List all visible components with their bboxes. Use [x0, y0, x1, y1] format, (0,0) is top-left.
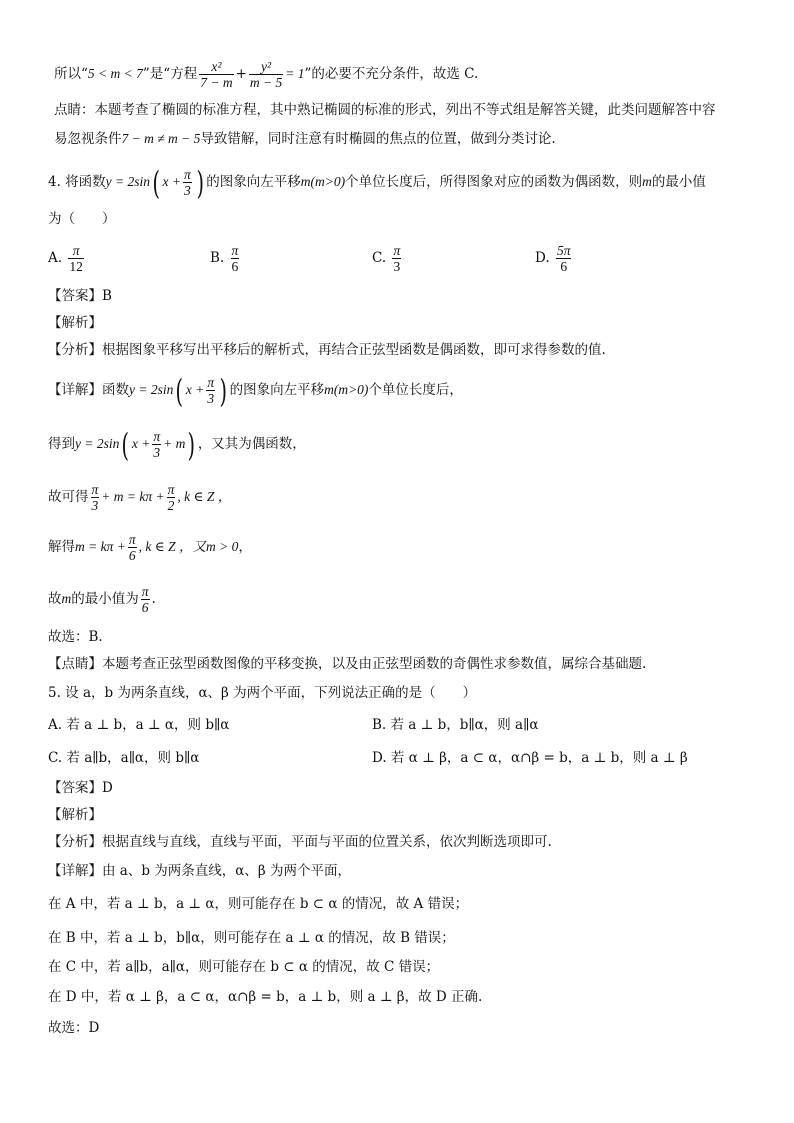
q4-choose: 故选：B. — [48, 629, 103, 645]
fraction — [392, 243, 401, 274]
text: 故 — [48, 591, 62, 607]
expr: , k ∈ Z ，又 — [138, 539, 206, 554]
text: 所以“ — [54, 66, 88, 82]
q5-detail: 【详解】由 a、b 为两条直线，α、β 为两个平面， — [48, 863, 351, 879]
denominator: 2 — [167, 498, 175, 513]
q5-option-a: A. 若 a ⊥ b，a ⊥ α，则 b∥α — [48, 717, 230, 733]
denominator: 3 — [91, 498, 99, 513]
numerator: π — [231, 243, 239, 258]
fraction — [128, 532, 137, 563]
text: 故可得 — [48, 489, 89, 505]
text: 的图象向左平移 — [229, 382, 325, 398]
text: 的最小值 — [651, 174, 706, 190]
text: 个单位长度后，所得图象对应的函数为偶函数，则 — [345, 174, 643, 190]
q5-case-b: 在 B 中，若 a ⊥ b，b∥α，则可能存在 a ⊥ α 的情况，故 B 错误； — [48, 930, 455, 946]
q4-result-func — [48, 424, 306, 464]
fraction — [183, 167, 192, 198]
q4-analysis: 【分析】根据图象平移写出平移后的解析式，再结合正弦型函数是偶函数，即可求得参数的值. — [48, 342, 606, 358]
expr: m = kπ + — [75, 539, 126, 554]
q5-option-d: D. 若 α ⊥ β，a ⊂ α，α∩β = b，a ⊥ b，则 a ⊥ β — [372, 750, 688, 766]
numerator: π — [68, 243, 84, 259]
text: ”的必要不充分条件，故选 C. — [304, 66, 479, 82]
plus: + — [235, 66, 247, 82]
right-paren: ) — [196, 163, 204, 202]
expr: x + — [185, 382, 205, 397]
text: 的图象向左平移 — [206, 174, 301, 190]
q4-note: 【点睛】本题考查正弦型函数图像的平移变换，以及由正弦型函数的奇偶性求参数值，属综合基础题. — [48, 656, 647, 672]
numerator: π — [128, 532, 136, 547]
q4-option-d — [535, 240, 573, 276]
numerator: π — [91, 482, 99, 497]
expr: + m — [163, 436, 186, 451]
text: 得到 — [48, 436, 75, 452]
expr: , k ∈ Z ， — [177, 489, 232, 504]
text: 【详解】函数 — [48, 382, 129, 398]
q3-conclusion — [54, 56, 478, 92]
text: 解得 — [48, 539, 75, 555]
condition-expr: 5 < m < 7 — [87, 66, 143, 81]
q3-note-line2 — [54, 130, 556, 148]
denominator: 6 — [128, 548, 136, 563]
q4-answer: 【答案】B — [48, 288, 112, 304]
fraction — [249, 59, 283, 90]
numerator: y² — [249, 59, 283, 75]
text: 个单位长度后， — [368, 382, 463, 398]
q3-note-line1: 点睛：本题考查了椭圆的标准方程，其中熟记椭圆的标准的形式，列出不等式组是解答关键，此类问题解答中容 — [54, 102, 716, 118]
q4-solution — [48, 528, 252, 566]
expr: x + — [162, 174, 181, 189]
q4-stem — [48, 162, 706, 202]
condition-expr: 7 − m ≠ m − 5 — [121, 131, 201, 146]
denominator: 3 — [393, 259, 401, 274]
numerator: π — [141, 584, 149, 599]
q4-min-value — [48, 580, 156, 618]
numerator: π — [167, 482, 175, 497]
fraction — [199, 59, 233, 90]
left-paren: ( — [152, 163, 161, 202]
q5-analysis-heading: 【解析】 — [48, 807, 102, 823]
q5-case-c: 在 C 中，若 a∥b，a∥α，则可能存在 b ⊂ α 的情况，故 C 错误； — [48, 959, 440, 975]
q5-analysis: 【分析】根据直线与直线，直线与平面，平面与平面的位置关系，依次判断选项即可. — [48, 834, 552, 850]
q5-option-c: C. 若 a∥b，a∥α，则 b∥α — [48, 750, 200, 766]
q5-case-d: 在 D 中，若 α ⊥ β，a ⊂ α，α∩β = b，a ⊥ b，则 a ⊥ β，故 D 正确. — [48, 989, 483, 1005]
numerator: x² — [199, 59, 233, 75]
option-label: B. — [210, 250, 225, 266]
right-paren: ) — [219, 371, 228, 410]
text: 4. 将函数 — [48, 174, 106, 190]
q5-choose: 故选：D — [48, 1020, 100, 1036]
q5-answer: 【答案】D — [48, 780, 113, 796]
denominator: 3 — [153, 445, 161, 460]
right-paren: ) — [187, 425, 196, 464]
var-m: m — [642, 174, 652, 189]
fraction — [91, 482, 100, 513]
equals: = 1 — [285, 66, 305, 81]
q5-case-a: 在 A 中，若 a ⊥ b，a ⊥ α，则可能存在 b ⊂ α 的情况，故 A 错误； — [48, 896, 469, 912]
function-expr: y = 2sin — [105, 174, 151, 189]
left-paren: ( — [121, 425, 130, 464]
q4-option-a — [48, 240, 86, 276]
expr: x + — [131, 436, 151, 451]
expr: m > 0 — [206, 539, 239, 554]
option-label: D. — [535, 250, 550, 266]
option-label: A. — [48, 250, 63, 266]
denominator: m − 5 — [249, 75, 283, 90]
denominator: 3 — [207, 391, 215, 406]
option-label: C. — [372, 250, 387, 266]
function-expr: y = 2sin — [129, 382, 174, 397]
q4-analysis-heading: 【解析】 — [48, 315, 102, 331]
q5-stem: 5. 设 a，b 为两条直线，α、β 为两个平面，下列说法正确的是（ ） — [48, 685, 477, 701]
var-m: m — [61, 591, 72, 606]
fraction — [141, 584, 150, 615]
numerator: π — [184, 167, 191, 182]
q5-option-b: B. 若 a ⊥ b，b∥α，则 a∥α — [372, 717, 539, 733]
expr: + m = kπ + — [101, 489, 165, 504]
denominator: 3 — [184, 183, 191, 198]
numerator: π — [153, 429, 161, 444]
fraction — [231, 243, 240, 274]
text: ”是“方程 — [142, 66, 198, 82]
text: ，又其为偶函数， — [197, 436, 306, 452]
numerator: π — [207, 375, 215, 390]
q4-stem-cont: 为（ ） — [48, 211, 116, 227]
fraction — [206, 375, 215, 406]
q4-option-b — [210, 240, 241, 276]
fraction — [152, 429, 161, 460]
fraction — [68, 243, 84, 274]
q4-option-c — [372, 240, 403, 276]
denominator: 7 − m — [200, 75, 233, 90]
fraction — [556, 243, 572, 274]
text: 易忽视条件 — [54, 131, 122, 147]
shift-expr: m(m>0) — [324, 382, 369, 397]
denominator: 6 — [560, 259, 568, 274]
text: 导致错解，同时注意有时椭圆的焦点的位置，做到分类讨论. — [200, 131, 556, 147]
numerator: π — [393, 243, 401, 258]
denominator: 12 — [69, 259, 83, 274]
q4-equation — [48, 478, 231, 516]
text: ， — [238, 539, 252, 555]
function-expr: y = 2sin — [75, 436, 120, 451]
left-paren: ( — [175, 371, 184, 410]
q4-detail — [48, 370, 463, 410]
fraction — [167, 482, 176, 513]
denominator: 6 — [231, 259, 239, 274]
numerator: 5π — [556, 243, 571, 258]
text: 的最小值为 — [71, 591, 139, 607]
shift-expr: m(m>0) — [300, 174, 346, 189]
denominator: 6 — [141, 600, 149, 615]
text: . — [151, 591, 156, 607]
